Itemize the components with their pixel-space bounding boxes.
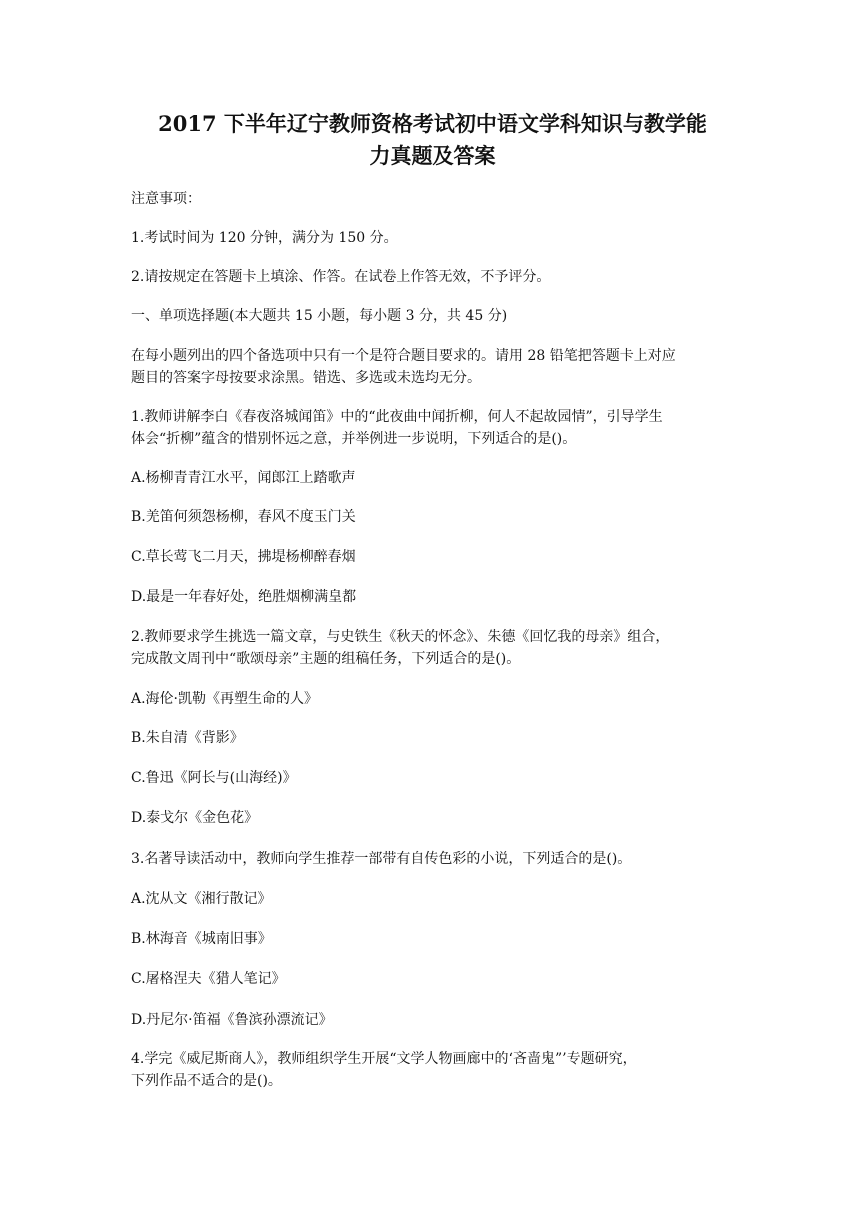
instruction-line-2: 题目的答案字母按要求涂黑。错选、多选或未选均无分。 [131,370,481,386]
question-4-stem-line-2: 下列作品不适合的是()。 [131,1073,282,1089]
question-4-stem-line-1: 4.学完《威尼斯商人》，教师组织学生开展“文学人物画廊中的‘吝啬鬼”’专题研究， [131,1051,637,1067]
question-2-option-c: C.鲁迅《阿长与(山海经)》 [131,770,297,786]
question-2-option-a: A.海伦·凯勒《再塑生命的人》 [131,691,319,707]
question-2-stem-line-1: 2.教师要求学生挑选一篇文章，与史铁生《秋天的怀念》、朱德《回忆我的母亲》组合， [131,629,670,645]
section-title: 一、单项选择题(本大题共 15 小题，每小题 3 分，共 45 分) [131,308,508,324]
question-2-option-d: D.泰戈尔《金色花》 [131,810,259,826]
question-1-option-b: B.羌笛何须怨杨柳，春风不度玉门关 [131,509,356,525]
question-3-option-b: B.林海音《城南旧事》 [131,931,272,947]
question-3-option-d: D.丹尼尔·笛福《鲁滨孙漂流记》 [131,1012,333,1028]
question-2-option-b: B.朱自清《背影》 [131,730,244,746]
question-1-stem-line-1: 1.教师讲解李白《春夜洛城闻笛》中的“此夜曲中闻折柳，何人不起故园情”，引导学生 [131,409,663,425]
question-3-option-a: A.沈从文《湘行散记》 [131,891,272,907]
notice-item-1: 1.考试时间为 120 分钟，满分为 150 分。 [131,230,398,246]
question-1-option-a: A.杨柳青青江水平，闻郎江上踏歌声 [131,470,356,486]
document-title-line-1: 2017 下半年辽宁教师资格考试初中语文学科知识与教学能 [158,111,707,136]
notice-heading: 注意事项： [131,191,201,207]
question-1-stem-line-2: 体会“折柳”蕴含的惜别怀远之意，并举例进一步说明，下列适合的是()。 [131,431,577,447]
question-2-stem-line-2: 完成散文周刊中“歌颂母亲”主题的组稿任务，下列适合的是()。 [131,651,521,667]
question-1-option-c: C.草长莺飞二月天，拂堤杨柳醉春烟 [131,549,356,565]
question-3-stem: 3.名著导读活动中，教师向学生推荐一部带有自传色彩的小说，下列适合的是()。 [131,851,632,867]
question-1-option-d: D.最是一年春好处，绝胜烟柳满皇都 [131,589,357,605]
document-title-line-2: 力真题及答案 [369,143,496,168]
instruction-line-1: 在每小题列出的四个备选项中只有一个是符合题目要求的。请用 28 铅笔把答题卡上对应 [131,348,676,364]
question-3-option-c: C.屠格涅夫《猎人笔记》 [131,971,286,987]
notice-item-2: 2.请按规定在答题卡上填涂、作答。在试卷上作答无效，不予评分。 [131,269,551,285]
